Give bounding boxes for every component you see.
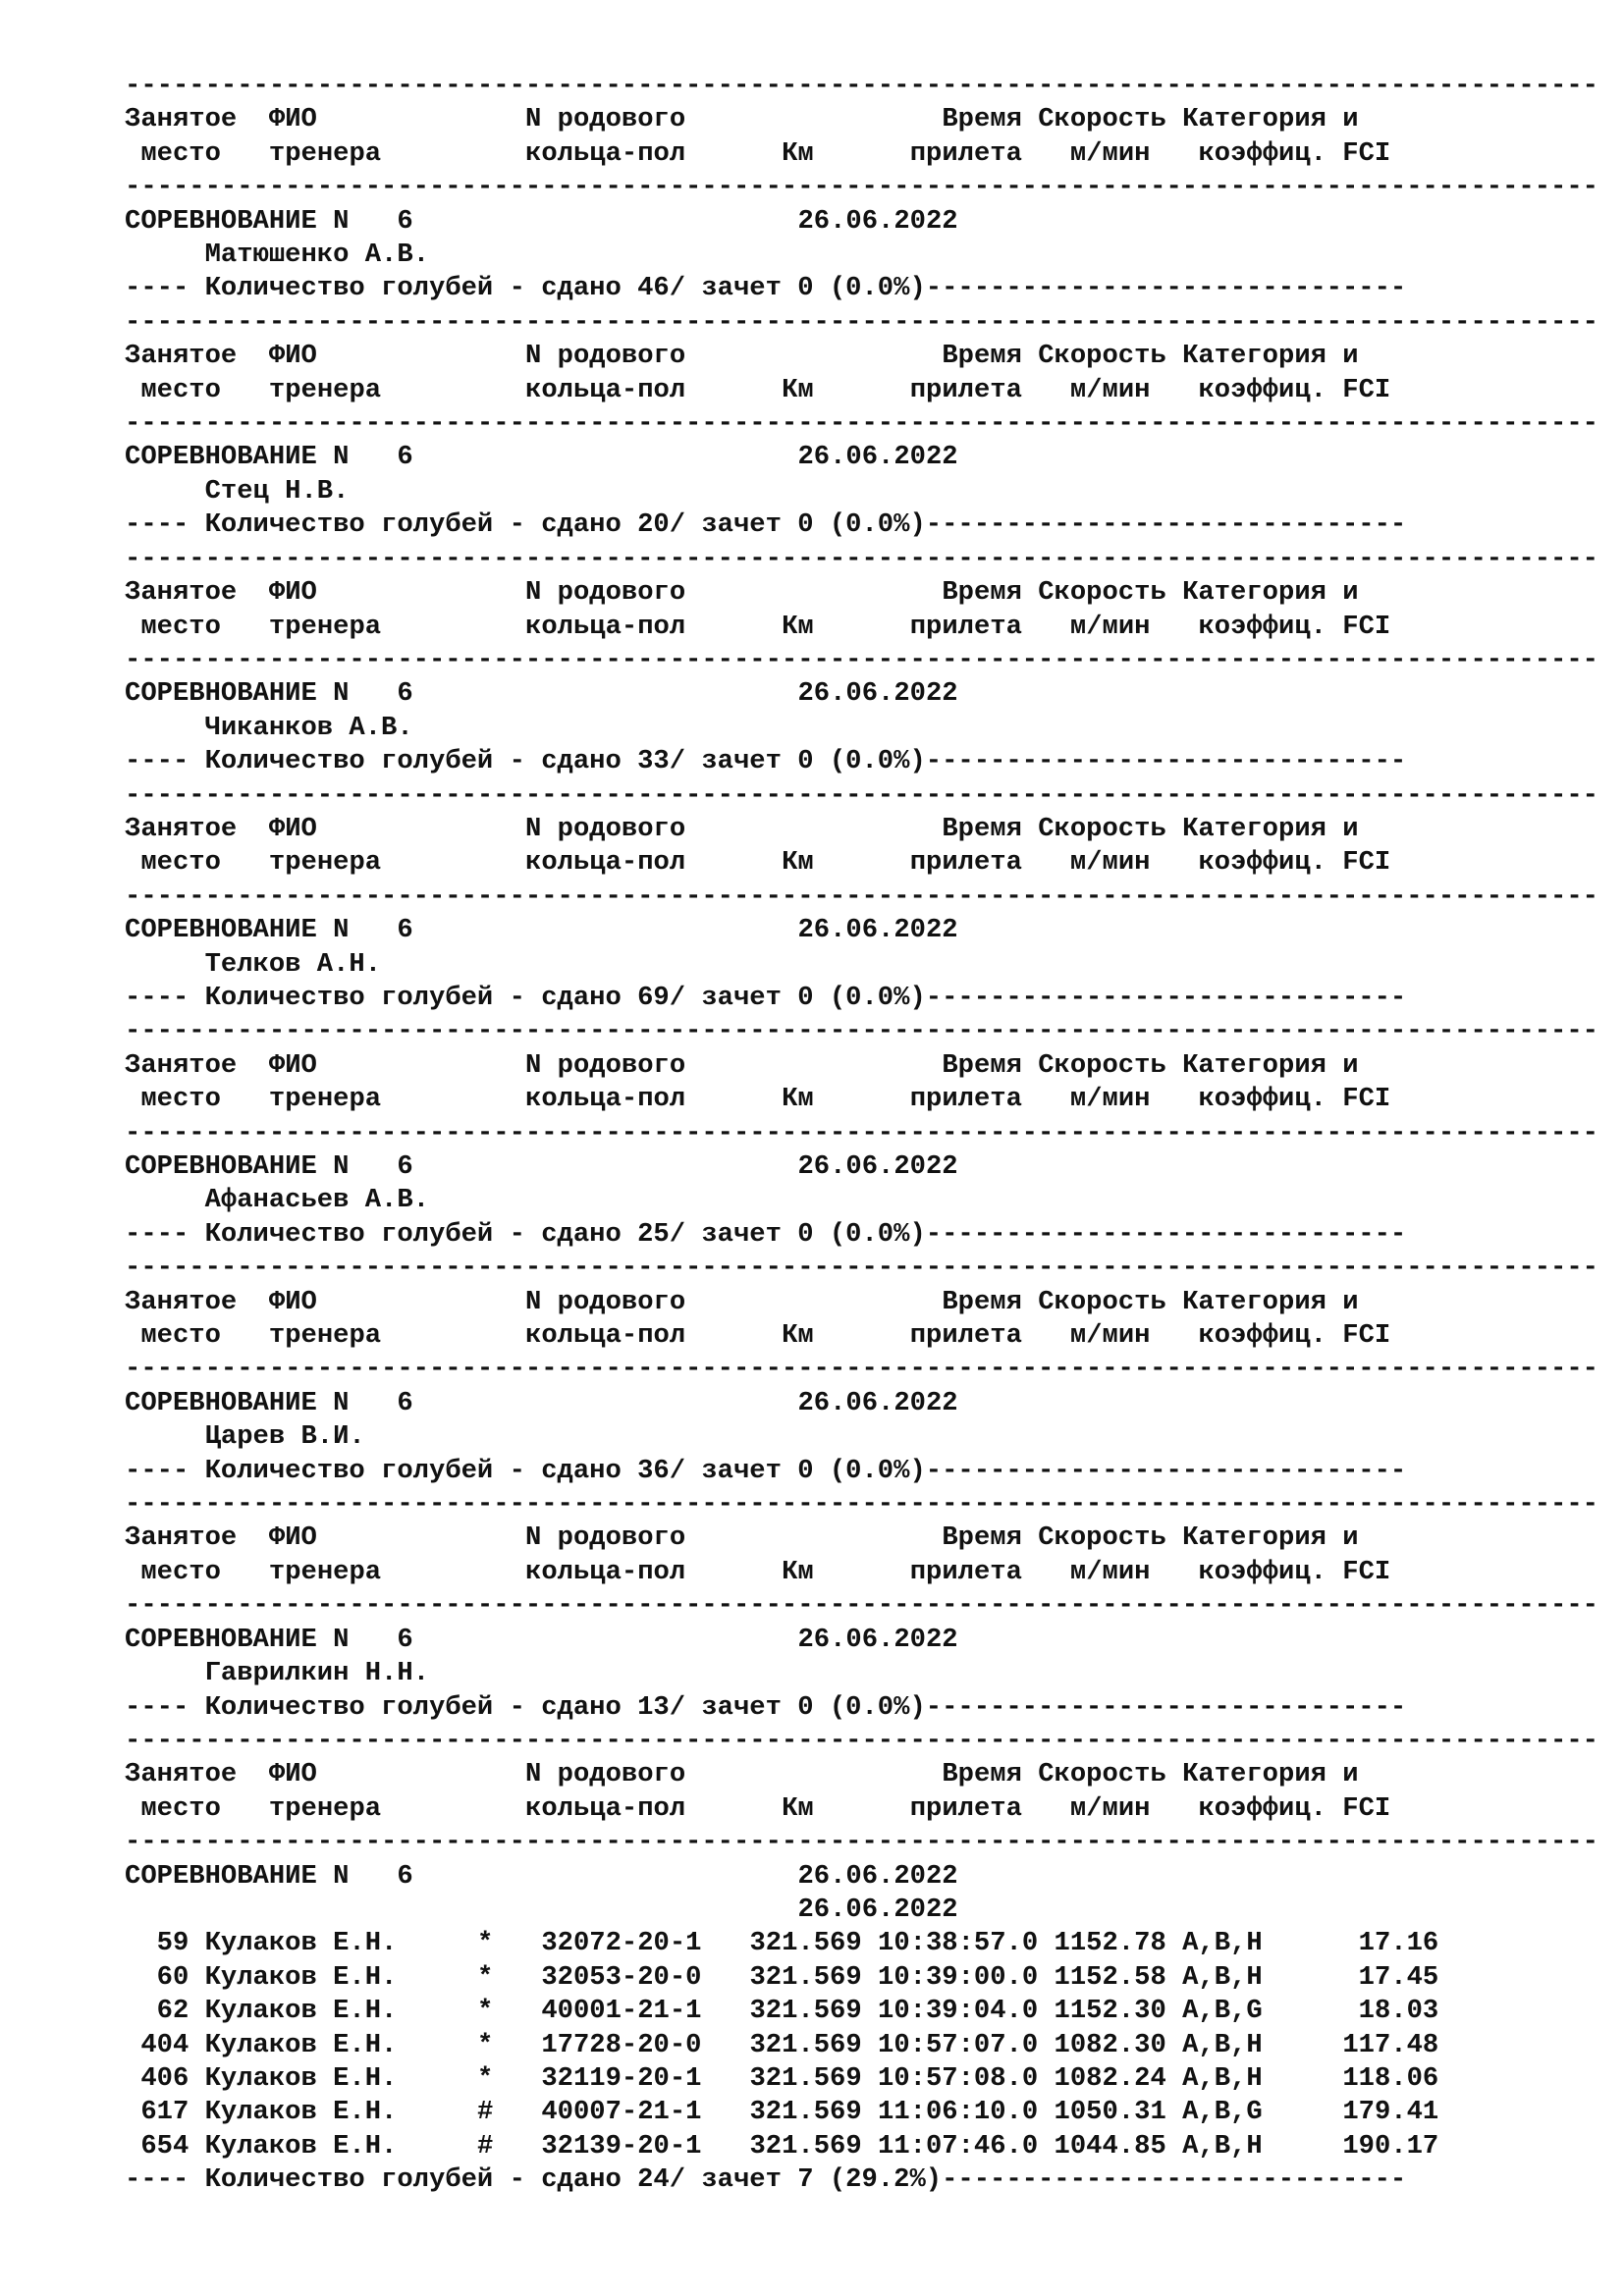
- header-category-label: Категория и: [1182, 1759, 1359, 1790]
- header-ring-label: кольца-пол: [525, 847, 686, 879]
- separator-line: [125, 70, 1597, 103]
- participant-name-row: [125, 948, 1597, 982]
- separator-line: [125, 171, 1597, 204]
- participant-name: Гаврилкин Н.Н.: [204, 1658, 430, 1689]
- competition-header-row: [125, 1624, 1597, 1657]
- column-header-row-1: [125, 813, 1597, 846]
- competition-header-row: [125, 914, 1597, 947]
- result-time: 10:39:00.0: [878, 1961, 1039, 1993]
- header-category-label: коэффиц. FCI: [1198, 847, 1391, 879]
- header-name-label: тренера: [268, 137, 382, 169]
- header-ring-label: N родового: [525, 104, 686, 135]
- section-summary-row: [125, 1218, 1597, 1252]
- result-km: 321.569: [749, 2062, 862, 2094]
- participant-name: Стец Н.В.: [204, 475, 350, 507]
- competition-date: 26.06.2022: [797, 442, 958, 473]
- result-category: A,B,H: [1182, 2130, 1263, 2162]
- separator-text: --------------------------------------------------------------------------------------------: [125, 881, 1598, 912]
- result-row: [125, 2096, 1597, 2129]
- column-header-row-2: [125, 1319, 1597, 1353]
- header-name-label: тренера: [268, 847, 382, 879]
- header-category-label: Категория и: [1182, 341, 1359, 372]
- header-name-label: ФИО: [268, 1049, 317, 1081]
- header-name-label: ФИО: [268, 813, 317, 844]
- result-mark: #: [477, 2130, 494, 2162]
- header-name-label: ФИО: [268, 1759, 317, 1790]
- header-km-label: Км: [782, 374, 814, 405]
- header-category-label: Категория и: [1182, 1286, 1359, 1317]
- header-speed-label: Скорость: [1038, 813, 1166, 844]
- result-time: 11:07:46.0: [878, 2130, 1039, 2162]
- column-header-row-1: [125, 1522, 1597, 1555]
- participant-name-row: [125, 239, 1597, 272]
- result-row: [125, 2130, 1597, 2163]
- competition-label: СОРЕВНОВАНИЕ N 6: [125, 678, 413, 710]
- result-category: A,B,H: [1182, 2062, 1263, 2094]
- separator-text: --------------------------------------------------------------------------------------------: [125, 1016, 1598, 1047]
- header-speed-label: м/мин: [1069, 611, 1151, 642]
- separator-line: [125, 1015, 1597, 1048]
- column-header-row-2: [125, 374, 1597, 407]
- separator-line: [125, 1252, 1597, 1285]
- result-name: Кулаков Е.Н.: [204, 2097, 398, 2128]
- result-coef: 18.03: [1358, 1996, 1439, 2027]
- separator-line: [125, 779, 1597, 813]
- result-ring: 32072-20-1: [541, 1928, 702, 1959]
- header-place-label: место: [140, 847, 221, 879]
- header-place-label: Занятое: [125, 1049, 238, 1081]
- separator-line: [125, 881, 1597, 914]
- column-header-row-1: [125, 103, 1597, 136]
- result-speed: 1044.85: [1054, 2130, 1166, 2162]
- separator-text: --------------------------------------------------------------------------------------------: [125, 1354, 1598, 1385]
- header-place-label: Занятое: [125, 1286, 238, 1317]
- result-place: 404: [140, 2029, 189, 2060]
- section-summary: ---- Количество голубей - сдано 13/ зачет 0 (0.0%)------------------------------: [125, 1691, 1407, 1723]
- section-summary: ---- Количество голубей - сдано 20/ зачет 0 (0.0%)------------------------------: [125, 509, 1407, 541]
- column-header-row-2: [125, 846, 1597, 880]
- competition-label: СОРЕВНОВАНИЕ N 6: [125, 205, 413, 237]
- header-speed-label: Скорость: [1038, 1286, 1166, 1317]
- competition-header-row: [125, 1860, 1597, 1894]
- header-time-label: Время: [942, 1522, 1022, 1554]
- result-time: 10:57:07.0: [878, 2029, 1039, 2060]
- header-name-label: тренера: [268, 1084, 382, 1115]
- competition-header-row: [125, 1150, 1597, 1184]
- header-speed-label: Скорость: [1038, 341, 1166, 372]
- header-time-label: прилета: [909, 1320, 1022, 1352]
- separator-line: [125, 306, 1597, 340]
- header-ring-label: кольца-пол: [525, 1556, 686, 1587]
- result-place: 406: [140, 2062, 189, 2094]
- header-time-label: прилета: [909, 374, 1022, 405]
- result-km: 321.569: [749, 1996, 862, 2027]
- header-ring-label: кольца-пол: [525, 137, 686, 169]
- participant-name: Матюшенко А.В.: [204, 240, 430, 271]
- result-ring: 40007-21-1: [541, 2097, 702, 2128]
- header-km-label: Км: [782, 1556, 814, 1587]
- section-summary: ---- Количество голубей - сдано 24/ зачет 7 (29.2%)-----------------------------: [125, 2164, 1407, 2196]
- result-name: Кулаков Е.Н.: [204, 2130, 398, 2162]
- separator-line: [125, 407, 1597, 441]
- result-row: [125, 1927, 1597, 1960]
- header-place-label: Занятое: [125, 1759, 238, 1790]
- separator-text: --------------------------------------------------------------------------------------------: [125, 779, 1598, 811]
- section-summary: ---- Количество голубей - сдано 25/ зачет 0 (0.0%)------------------------------: [125, 1218, 1407, 1250]
- competition-label: СОРЕВНОВАНИЕ N 6: [125, 1387, 413, 1418]
- separator-text: --------------------------------------------------------------------------------------------: [125, 172, 1598, 203]
- competition-header-row: [125, 205, 1597, 239]
- competition-header-row: [125, 677, 1597, 711]
- separator-line: [125, 1488, 1597, 1522]
- competition-date: 26.06.2022: [797, 205, 958, 237]
- header-place-label: место: [140, 374, 221, 405]
- race-results-document: [125, 70, 1597, 2198]
- header-place-label: Занятое: [125, 104, 238, 135]
- separator-text: --------------------------------------------------------------------------------------------: [125, 1827, 1598, 1858]
- section-summary: ---- Количество голубей - сдано 46/ зачет 0 (0.0%)------------------------------: [125, 273, 1407, 304]
- result-place: 617: [140, 2097, 189, 2128]
- header-name-label: тренера: [268, 1792, 382, 1824]
- header-time-label: Время: [942, 813, 1022, 844]
- header-category-label: коэффиц. FCI: [1198, 374, 1391, 405]
- competition-header-row: [125, 441, 1597, 474]
- competition-date: 26.06.2022: [797, 915, 958, 946]
- participant-name-row: [125, 1184, 1597, 1217]
- result-mark: *: [477, 1961, 494, 1993]
- header-category-label: Категория и: [1182, 1049, 1359, 1081]
- result-km: 321.569: [749, 1961, 862, 1993]
- participant-name-row: [125, 1657, 1597, 1690]
- header-speed-label: м/мин: [1069, 137, 1151, 169]
- result-name: Кулаков Е.Н.: [204, 2029, 398, 2060]
- column-header-row-2: [125, 1792, 1597, 1826]
- result-km: 321.569: [749, 2029, 862, 2060]
- result-coef: 179.41: [1342, 2097, 1439, 2128]
- competition-date: 26.06.2022: [797, 678, 958, 710]
- header-place-label: место: [140, 611, 221, 642]
- result-time: 10:38:57.0: [878, 1928, 1039, 1959]
- separator-text: --------------------------------------------------------------------------------------------: [125, 408, 1598, 440]
- header-km-label: Км: [782, 1792, 814, 1824]
- result-time: 10:57:08.0: [878, 2062, 1039, 2094]
- separator-line: [125, 543, 1597, 576]
- header-speed-label: Скорость: [1038, 1522, 1166, 1554]
- competition-label: СОРЕВНОВАНИЕ N 6: [125, 1624, 413, 1655]
- section-summary-row: [125, 2163, 1597, 2197]
- section-summary-row: [125, 508, 1597, 542]
- header-speed-label: Скорость: [1038, 1759, 1166, 1790]
- competition-label: СОРЕВНОВАНИЕ N 6: [125, 1151, 413, 1182]
- result-row: [125, 2029, 1597, 2062]
- header-time-label: прилета: [909, 1556, 1022, 1587]
- result-speed: 1050.31: [1054, 2097, 1166, 2128]
- column-header-row-1: [125, 1286, 1597, 1319]
- header-speed-label: м/мин: [1069, 847, 1151, 879]
- result-speed: 1152.58: [1054, 1961, 1166, 1993]
- competition-header-row: [125, 1387, 1597, 1420]
- result-category: A,B,G: [1182, 1996, 1263, 2027]
- result-coef: 17.45: [1358, 1961, 1439, 1993]
- result-km: 321.569: [749, 2097, 862, 2128]
- separator-text: --------------------------------------------------------------------------------------------: [125, 1117, 1598, 1148]
- header-name-label: тренера: [268, 374, 382, 405]
- header-ring-label: кольца-пол: [525, 1792, 686, 1824]
- competition-date: 26.06.2022: [797, 1151, 958, 1182]
- header-speed-label: Скорость: [1038, 1049, 1166, 1081]
- column-header-row-2: [125, 137, 1597, 171]
- header-ring-label: N родового: [525, 341, 686, 372]
- result-ring: 32139-20-1: [541, 2130, 702, 2162]
- header-place-label: Занятое: [125, 813, 238, 844]
- result-coef: 117.48: [1342, 2029, 1439, 2060]
- separator-text: --------------------------------------------------------------------------------------------: [125, 1590, 1598, 1622]
- header-name-label: ФИО: [268, 1286, 317, 1317]
- result-place: 60: [156, 1961, 189, 1993]
- header-category-label: Категория и: [1182, 577, 1359, 609]
- result-row: [125, 2062, 1597, 2096]
- header-category-label: Категория и: [1182, 813, 1359, 844]
- result-coef: 17.16: [1358, 1928, 1439, 1959]
- header-ring-label: N родового: [525, 1522, 686, 1554]
- participant-name: Телков А.Н.: [204, 948, 382, 980]
- section-summary: ---- Количество голубей - сдано 36/ зачет 0 (0.0%)------------------------------: [125, 1455, 1407, 1486]
- header-ring-label: кольца-пол: [525, 1084, 686, 1115]
- result-name: Кулаков Е.Н.: [204, 1996, 398, 2027]
- header-category-label: Категория и: [1182, 1522, 1359, 1554]
- header-name-label: тренера: [268, 1556, 382, 1587]
- header-km-label: Км: [782, 1320, 814, 1352]
- header-ring-label: кольца-пол: [525, 374, 686, 405]
- participant-name-row: [125, 1420, 1597, 1454]
- section-summary: ---- Количество голубей - сдано 33/ зачет 0 (0.0%)------------------------------: [125, 746, 1407, 777]
- header-speed-label: Скорость: [1038, 104, 1166, 135]
- header-name-label: ФИО: [268, 577, 317, 609]
- result-speed: 1152.78: [1054, 1928, 1166, 1959]
- column-header-row-1: [125, 576, 1597, 610]
- result-category: A,B,H: [1182, 2029, 1263, 2060]
- competition-label: СОРЕВНОВАНИЕ N 6: [125, 915, 413, 946]
- column-header-row-2: [125, 1556, 1597, 1589]
- header-km-label: Км: [782, 611, 814, 642]
- result-km: 321.569: [749, 2130, 862, 2162]
- result-mark: *: [477, 2029, 494, 2060]
- header-place-label: Занятое: [125, 341, 238, 372]
- header-time-label: Время: [942, 577, 1022, 609]
- competition-date-row: [125, 1894, 1597, 1927]
- header-category-label: коэффиц. FCI: [1198, 1084, 1391, 1115]
- header-place-label: место: [140, 1792, 221, 1824]
- result-km: 321.569: [749, 1928, 862, 1959]
- result-ring: 17728-20-0: [541, 2029, 702, 2060]
- header-category-label: коэффиц. FCI: [1198, 611, 1391, 642]
- separator-text: --------------------------------------------------------------------------------------------: [125, 1253, 1598, 1284]
- header-ring-label: N родового: [525, 577, 686, 609]
- header-time-label: прилета: [909, 137, 1022, 169]
- section-summary-row: [125, 745, 1597, 778]
- result-time: 11:06:10.0: [878, 2097, 1039, 2128]
- header-category-label: коэффиц. FCI: [1198, 1320, 1391, 1352]
- result-place: 654: [140, 2130, 189, 2162]
- header-ring-label: кольца-пол: [525, 1320, 686, 1352]
- column-header-row-2: [125, 611, 1597, 644]
- header-name-label: ФИО: [268, 104, 317, 135]
- participant-name: Царев В.И.: [204, 1421, 365, 1453]
- column-header-row-1: [125, 1758, 1597, 1791]
- participant-name-row: [125, 475, 1597, 508]
- header-time-label: прилета: [909, 1792, 1022, 1824]
- section-summary-row: [125, 1455, 1597, 1488]
- header-speed-label: м/мин: [1069, 1084, 1151, 1115]
- result-name: Кулаков Е.Н.: [204, 1928, 398, 1959]
- separator-text: --------------------------------------------------------------------------------------------: [125, 543, 1598, 574]
- result-ring: 32053-20-0: [541, 1961, 702, 1993]
- column-header-row-2: [125, 1083, 1597, 1116]
- header-category-label: коэффиц. FCI: [1198, 1556, 1391, 1587]
- result-row: [125, 1995, 1597, 2028]
- header-time-label: Время: [942, 104, 1022, 135]
- header-km-label: Км: [782, 1084, 814, 1115]
- result-coef: 190.17: [1342, 2130, 1439, 2162]
- column-header-row-1: [125, 1049, 1597, 1083]
- result-speed: 1082.30: [1054, 2029, 1166, 2060]
- column-header-row-1: [125, 340, 1597, 373]
- header-time-label: прилета: [909, 1084, 1022, 1115]
- header-name-label: ФИО: [268, 341, 317, 372]
- separator-line: [125, 1117, 1597, 1150]
- header-time-label: Время: [942, 341, 1022, 372]
- separator-line: [125, 644, 1597, 677]
- result-category: A,B,H: [1182, 1928, 1263, 1959]
- header-category-label: Категория и: [1182, 104, 1359, 135]
- competition-date: 26.06.2022: [797, 1894, 958, 1925]
- header-speed-label: Скорость: [1038, 577, 1166, 609]
- competition-label: СОРЕВНОВАНИЕ N 6: [125, 1860, 413, 1892]
- header-speed-label: м/мин: [1069, 374, 1151, 405]
- section-summary-row: [125, 272, 1597, 305]
- header-speed-label: м/мин: [1069, 1320, 1151, 1352]
- competition-date: 26.06.2022: [797, 1624, 958, 1655]
- header-speed-label: м/мин: [1069, 1792, 1151, 1824]
- header-time-label: Время: [942, 1286, 1022, 1317]
- competition-date: 26.06.2022: [797, 1860, 958, 1892]
- header-ring-label: N родового: [525, 1759, 686, 1790]
- result-coef: 118.06: [1342, 2062, 1439, 2094]
- result-mark: *: [477, 1928, 494, 1959]
- header-place-label: место: [140, 1556, 221, 1587]
- section-summary: ---- Количество голубей - сдано 69/ зачет 0 (0.0%)------------------------------: [125, 982, 1407, 1013]
- result-ring: 40001-21-1: [541, 1996, 702, 2027]
- separator-text: --------------------------------------------------------------------------------------------: [125, 644, 1598, 675]
- header-time-label: прилета: [909, 611, 1022, 642]
- header-time-label: Время: [942, 1049, 1022, 1081]
- section-summary-row: [125, 982, 1597, 1015]
- participant-name: Чиканков А.В.: [204, 712, 413, 743]
- result-speed: 1152.30: [1054, 1996, 1166, 2027]
- header-category-label: коэффиц. FCI: [1198, 137, 1391, 169]
- result-place: 62: [156, 1996, 189, 2027]
- separator-line: [125, 1826, 1597, 1859]
- separator-line: [125, 1725, 1597, 1758]
- header-km-label: Км: [782, 137, 814, 169]
- result-time: 10:39:04.0: [878, 1996, 1039, 2027]
- header-speed-label: м/мин: [1069, 1556, 1151, 1587]
- separator-text: --------------------------------------------------------------------------------------------: [125, 306, 1598, 338]
- header-time-label: прилета: [909, 847, 1022, 879]
- competition-date: 26.06.2022: [797, 1387, 958, 1418]
- separator-text: --------------------------------------------------------------------------------------------: [125, 71, 1598, 101]
- header-place-label: место: [140, 137, 221, 169]
- header-time-label: Время: [942, 1759, 1022, 1790]
- result-place: 59: [156, 1928, 189, 1959]
- competition-label: СОРЕВНОВАНИЕ N 6: [125, 442, 413, 473]
- header-place-label: Занятое: [125, 1522, 238, 1554]
- header-place-label: Занятое: [125, 577, 238, 609]
- result-mark: *: [477, 1996, 494, 2027]
- result-name: Кулаков Е.Н.: [204, 1961, 398, 1993]
- header-ring-label: N родового: [525, 1049, 686, 1081]
- header-category-label: коэффиц. FCI: [1198, 1792, 1391, 1824]
- header-name-label: тренера: [268, 611, 382, 642]
- header-ring-label: N родового: [525, 813, 686, 844]
- header-km-label: Км: [782, 847, 814, 879]
- header-name-label: ФИО: [268, 1522, 317, 1554]
- participant-name: Афанасьев А.В.: [204, 1185, 430, 1216]
- separator-line: [125, 1589, 1597, 1623]
- participant-name-row: [125, 712, 1597, 745]
- result-speed: 1082.24: [1054, 2062, 1166, 2094]
- result-mark: #: [477, 2097, 494, 2128]
- result-category: A,B,H: [1182, 1961, 1263, 1993]
- header-place-label: место: [140, 1320, 221, 1352]
- header-name-label: тренера: [268, 1320, 382, 1352]
- result-category: A,B,G: [1182, 2097, 1263, 2128]
- separator-text: --------------------------------------------------------------------------------------------: [125, 1489, 1598, 1521]
- header-ring-label: кольца-пол: [525, 611, 686, 642]
- result-ring: 32119-20-1: [541, 2062, 702, 2094]
- header-ring-label: N родового: [525, 1286, 686, 1317]
- separator-text: --------------------------------------------------------------------------------------------: [125, 1725, 1598, 1756]
- result-name: Кулаков Е.Н.: [204, 2062, 398, 2094]
- section-summary-row: [125, 1691, 1597, 1725]
- separator-line: [125, 1353, 1597, 1386]
- result-mark: *: [477, 2062, 494, 2094]
- header-place-label: место: [140, 1084, 221, 1115]
- result-row: [125, 1961, 1597, 1995]
